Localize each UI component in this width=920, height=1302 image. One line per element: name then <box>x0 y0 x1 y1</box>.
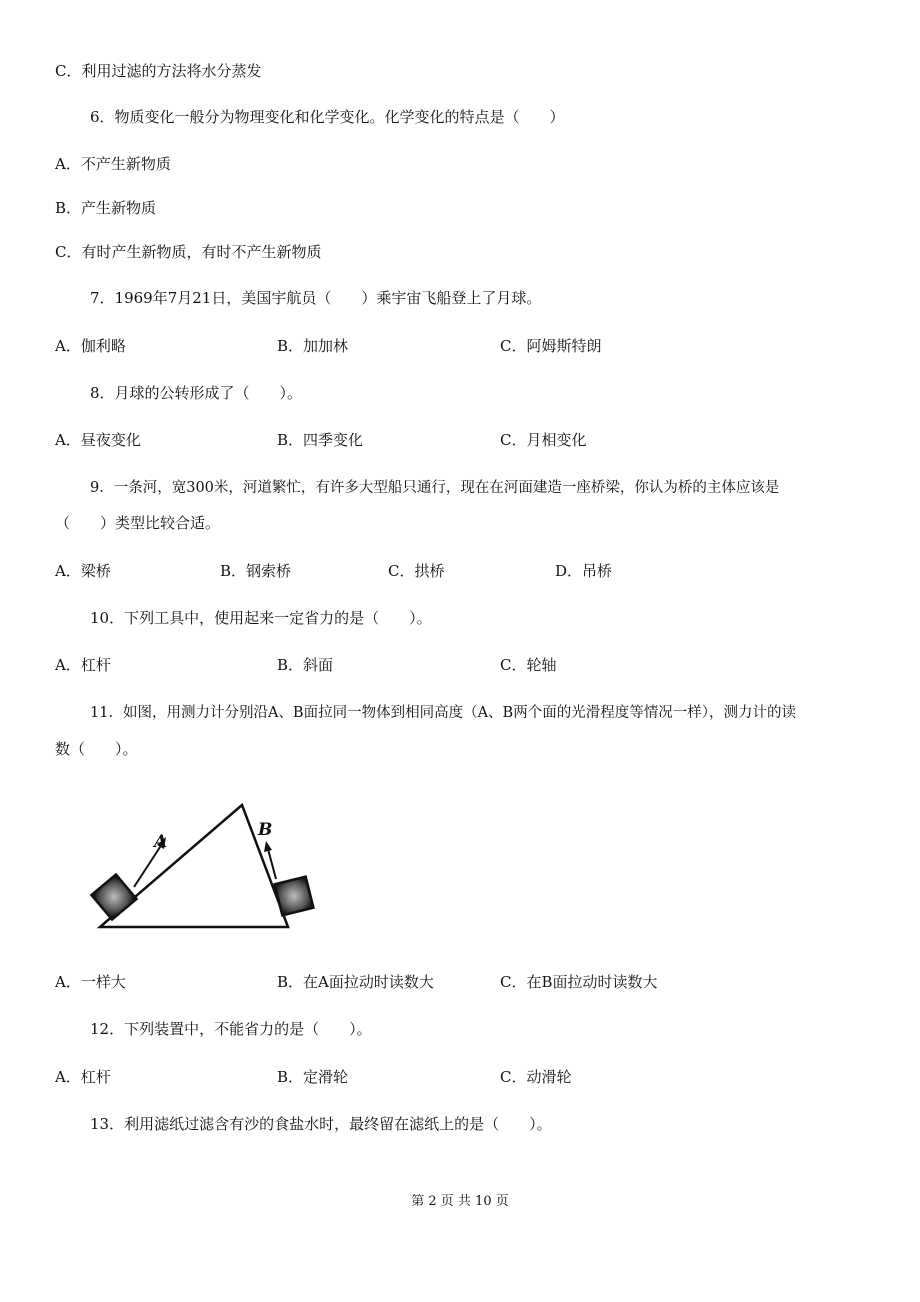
q12-option-a: A．杠杆 <box>55 1068 111 1086</box>
q11-option-c: C．在B面拉动时读数大 <box>500 973 658 991</box>
label-b: B <box>258 820 273 840</box>
q12-option-b: B．定滑轮 <box>277 1068 349 1086</box>
q11-stem-line1: 11．如图，用测力计分别沿A、B面拉同一物体到相同高度（A、B两个面的光滑程度等情况一样），测力计的读 <box>90 705 796 721</box>
q9-stem-line1: 9．一条河，宽300米，河道繁忙，有许多大型船只通行，现在在河面建造一座桥梁，你认为桥的主体应该是 <box>90 480 780 496</box>
q9-option-b: B．钢索桥 <box>220 562 292 580</box>
q13-stem: 13．利用滤纸过滤含有沙的食盐水时，最终留在滤纸上的是（ ）。 <box>90 1115 552 1133</box>
q10-option-a: A．杠杆 <box>55 656 111 674</box>
q9-option-d: D．吊桥 <box>555 562 613 580</box>
q9-option-a: A．梁桥 <box>55 562 111 580</box>
q10-stem: 10．下列工具中，使用起来一定省力的是（ ）。 <box>90 609 432 627</box>
arrow-b-head <box>264 841 272 852</box>
inclined-plane-figure <box>80 795 330 940</box>
q6-option-a: A．不产生新物质 <box>55 155 171 173</box>
q11-stem-line2: 数（ ）。 <box>55 740 138 758</box>
q7-option-c: C．阿姆斯特朗 <box>500 337 602 355</box>
q11-option-a: A．一样大 <box>55 973 126 991</box>
q7-option-b: B．加加林 <box>277 337 349 355</box>
q6-stem: 6．物质变化一般分为物理变化和化学变化。化学变化的特点是（ ） <box>90 108 565 126</box>
q7-stem: 7．1969年7月21日，美国宇航员（ ）乘宇宙飞船登上了月球。 <box>90 289 542 307</box>
q9-option-c: C．拱桥 <box>388 562 445 580</box>
q8-option-c: C．月相变化 <box>500 431 587 449</box>
label-a: A <box>154 832 168 852</box>
block-a <box>91 874 136 919</box>
q12-option-c: C．动滑轮 <box>500 1068 572 1086</box>
q8-stem: 8．月球的公转形成了（ ）。 <box>90 384 303 402</box>
q6-option-b: B．产生新物质 <box>55 199 157 217</box>
page-footer: 第 2 页 共 10 页 <box>411 1194 509 1209</box>
q7-option-a: A．伽利略 <box>55 337 126 355</box>
q10-option-c: C．轮轴 <box>500 656 557 674</box>
q8-option-a: A．昼夜变化 <box>55 431 141 449</box>
q5-option-c: C．利用过滤的方法将水分蒸发 <box>55 62 262 80</box>
q10-option-b: B．斜面 <box>277 656 334 674</box>
q11-option-b: B．在A面拉动时读数大 <box>277 973 434 991</box>
q6-option-c: C．有时产生新物质，有时不产生新物质 <box>55 243 322 261</box>
q8-option-b: B．四季变化 <box>277 431 364 449</box>
block-b <box>275 877 314 916</box>
q9-stem-line2: （ ）类型比较合适。 <box>55 514 221 532</box>
q12-stem: 12．下列装置中，不能省力的是（ ）。 <box>90 1020 372 1038</box>
